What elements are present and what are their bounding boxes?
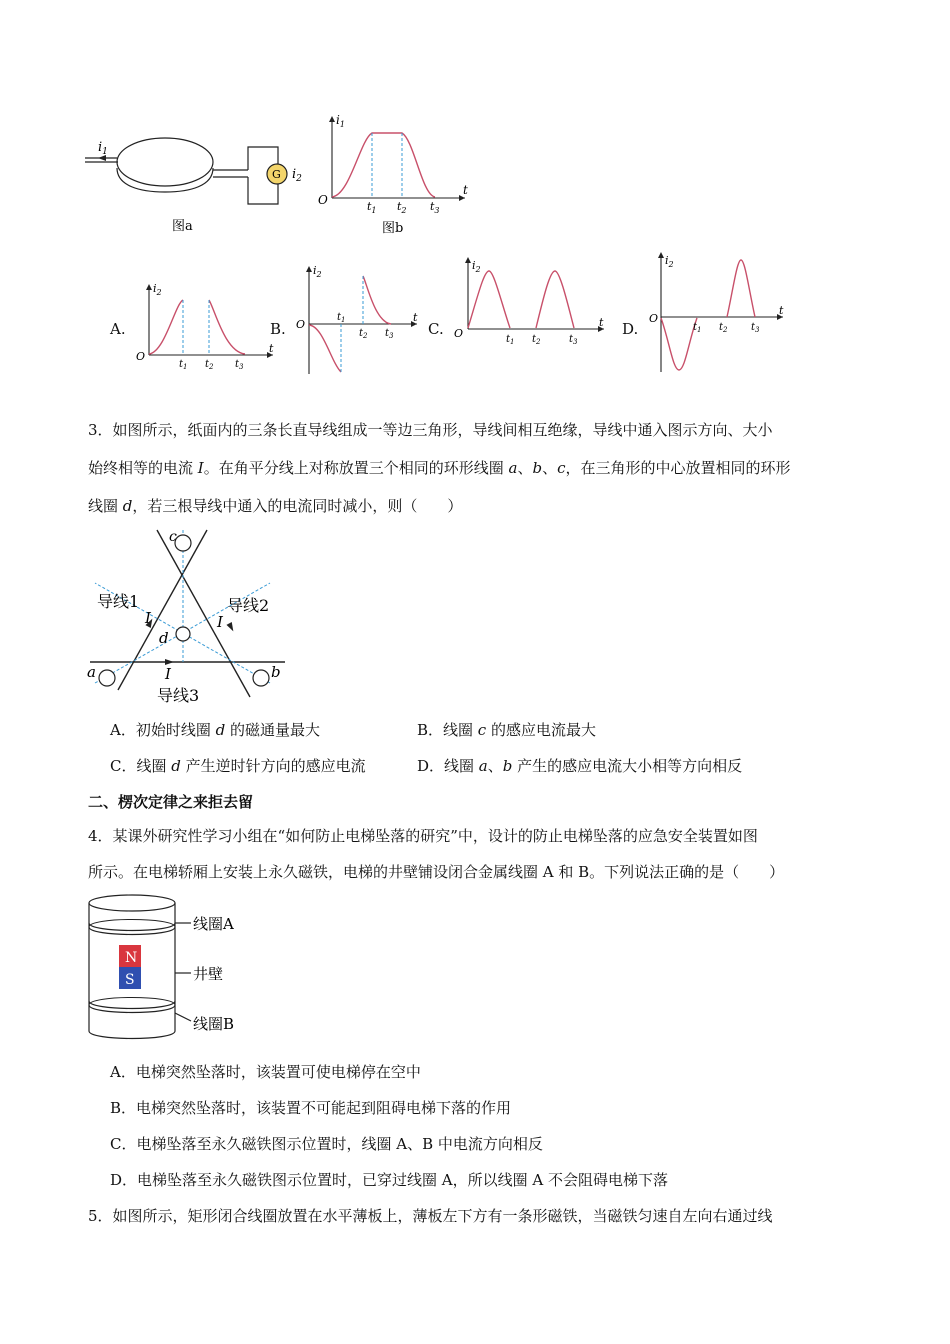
fig-b-tick-t3: $t_3$ bbox=[430, 200, 440, 215]
svg-text:i2: $i_2$ bbox=[153, 282, 162, 297]
svg-text:i2: $i_2$ bbox=[313, 264, 322, 279]
svg-text:I: I bbox=[217, 613, 223, 631]
svg-text:O: O bbox=[296, 318, 306, 331]
svg-text:t3: $t_3$ bbox=[569, 334, 578, 346]
section-heading: 二、楞次定律之来拒去留 bbox=[88, 793, 254, 811]
fig-b-y-label: $i_1$ bbox=[336, 113, 345, 129]
svg-text:t: t bbox=[599, 316, 604, 329]
svg-text:t2: $t_2$ bbox=[719, 322, 728, 334]
svg-text:t3: $t_3$ bbox=[751, 322, 760, 334]
svg-text:导线3: 导线3 bbox=[157, 686, 200, 705]
q3-option-a[interactable]: A．初始时线圈 d 的磁通量最大 bbox=[110, 721, 320, 739]
fig-b-x-label: t bbox=[463, 183, 468, 197]
q3-option-d[interactable]: D．线圈 a、b 产生的感应电流大小相等方向相反 bbox=[417, 757, 743, 775]
svg-text:导线1: 导线1 bbox=[97, 592, 140, 611]
svg-text:O: O bbox=[136, 350, 146, 363]
svg-text:O: O bbox=[454, 327, 464, 340]
svg-text:井壁: 井壁 bbox=[193, 965, 224, 983]
svg-text:t: t bbox=[413, 311, 418, 324]
option-b-graph bbox=[295, 262, 425, 377]
q3-line-1: 3．如图所示，纸面内的三条长直导线组成一等边三角形，导线间相互绝缘，导线中通入图示方向、大小 bbox=[88, 421, 773, 439]
svg-text:b: b bbox=[271, 663, 281, 681]
q4-option-a[interactable]: A．电梯突然坠落时，该装置可使电梯停在空中 bbox=[110, 1063, 421, 1081]
galvanometer-label: G bbox=[272, 168, 281, 181]
svg-text:t3: $t_3$ bbox=[235, 359, 244, 371]
svg-text:I: I bbox=[145, 609, 151, 627]
figure-b bbox=[310, 110, 480, 240]
q5-line-1: 5．如图所示，矩形闭合线圈放置在水平薄板上，薄板左下方有一条形磁铁，当磁铁匀速自左向右通过线 bbox=[88, 1207, 773, 1225]
q4-line-1: 4．某课外研究性学习小组在“如何防止电梯坠落的研究”中，设计的防止电梯坠落的应急安全装置如图 bbox=[88, 827, 758, 845]
fig-a-i1-label: $i_1$ bbox=[98, 140, 108, 157]
svg-text:N: N bbox=[125, 950, 138, 966]
fig-b-caption: 图b bbox=[382, 221, 404, 236]
svg-text:t2: $t_2$ bbox=[205, 359, 214, 371]
q3-option-b[interactable]: B．线圈 c 的感应电流最大 bbox=[417, 721, 596, 739]
svg-text:线圈B: 线圈B bbox=[193, 1015, 235, 1033]
svg-text:I: I bbox=[165, 665, 171, 683]
svg-text:t3: $t_3$ bbox=[385, 328, 394, 340]
svg-text:导线2: 导线2 bbox=[227, 596, 270, 615]
svg-text:c: c bbox=[169, 529, 177, 545]
q4-option-c[interactable]: C．电梯坠落至永久磁铁图示位置时，线圈 A、B 中电流方向相反 bbox=[110, 1135, 543, 1153]
figure-a bbox=[80, 120, 320, 240]
svg-text:S: S bbox=[125, 972, 135, 988]
q4-option-d[interactable]: D．电梯坠落至永久磁铁图示位置时，已穿过线圈 A，所以线圈 A 不会阻碍电梯下落 bbox=[110, 1171, 668, 1189]
svg-text:d: d bbox=[159, 629, 169, 647]
q4-figure bbox=[85, 893, 255, 1043]
q3-line-3: 线圈 d，若三根导线中通入的电流同时减小，则（ ） bbox=[88, 497, 463, 515]
fig-a-caption: 图a bbox=[172, 219, 193, 234]
option-a-label: A. bbox=[110, 320, 126, 338]
fig-b-tick-t1: $t_1$ bbox=[367, 200, 377, 215]
svg-text:t1: $t_1$ bbox=[506, 334, 515, 346]
svg-text:a: a bbox=[87, 663, 96, 681]
q3-figure bbox=[85, 525, 300, 705]
q3-line-2: 始终相等的电流 I。在角平分线上对称放置三个相同的环形线圈 a、b、c，在三角形的中心放置相同的环形 bbox=[88, 459, 791, 477]
svg-text:O: O bbox=[649, 312, 659, 325]
option-b-label: B. bbox=[270, 320, 286, 338]
q4-option-b[interactable]: B．电梯突然坠落时，该装置不可能起到阻碍电梯下落的作用 bbox=[110, 1099, 512, 1117]
fig-b-origin: O bbox=[318, 193, 328, 207]
q4-line-2: 所示。在电梯轿厢上安装上永久磁铁，电梯的井壁铺设闭合金属线圈 A 和 B。下列说法正确的是（ ） bbox=[88, 863, 785, 881]
svg-text:t: t bbox=[779, 304, 784, 317]
svg-text:i2: $i_2$ bbox=[665, 254, 674, 269]
option-c-graph bbox=[452, 255, 612, 355]
svg-text:t1: $t_1$ bbox=[693, 322, 702, 334]
q3-option-c[interactable]: C．线圈 d 产生逆时针方向的感应电流 bbox=[110, 757, 366, 775]
svg-text:t1: $t_1$ bbox=[337, 312, 346, 324]
svg-text:t2: $t_2$ bbox=[359, 328, 368, 340]
svg-text:t2: $t_2$ bbox=[532, 334, 541, 346]
svg-text:t: t bbox=[269, 342, 274, 355]
option-c-label: C. bbox=[428, 320, 444, 338]
option-d-graph bbox=[645, 250, 790, 375]
option-a-graph bbox=[135, 280, 280, 380]
svg-text:t1: $t_1$ bbox=[179, 359, 188, 371]
fig-a-i2-label: $i_2$ bbox=[292, 167, 302, 184]
option-d-label: D. bbox=[622, 320, 639, 338]
svg-text:i2: $i_2$ bbox=[472, 259, 481, 274]
fig-b-tick-t2: $t_2$ bbox=[397, 200, 407, 215]
svg-text:线圈A: 线圈A bbox=[193, 915, 234, 933]
